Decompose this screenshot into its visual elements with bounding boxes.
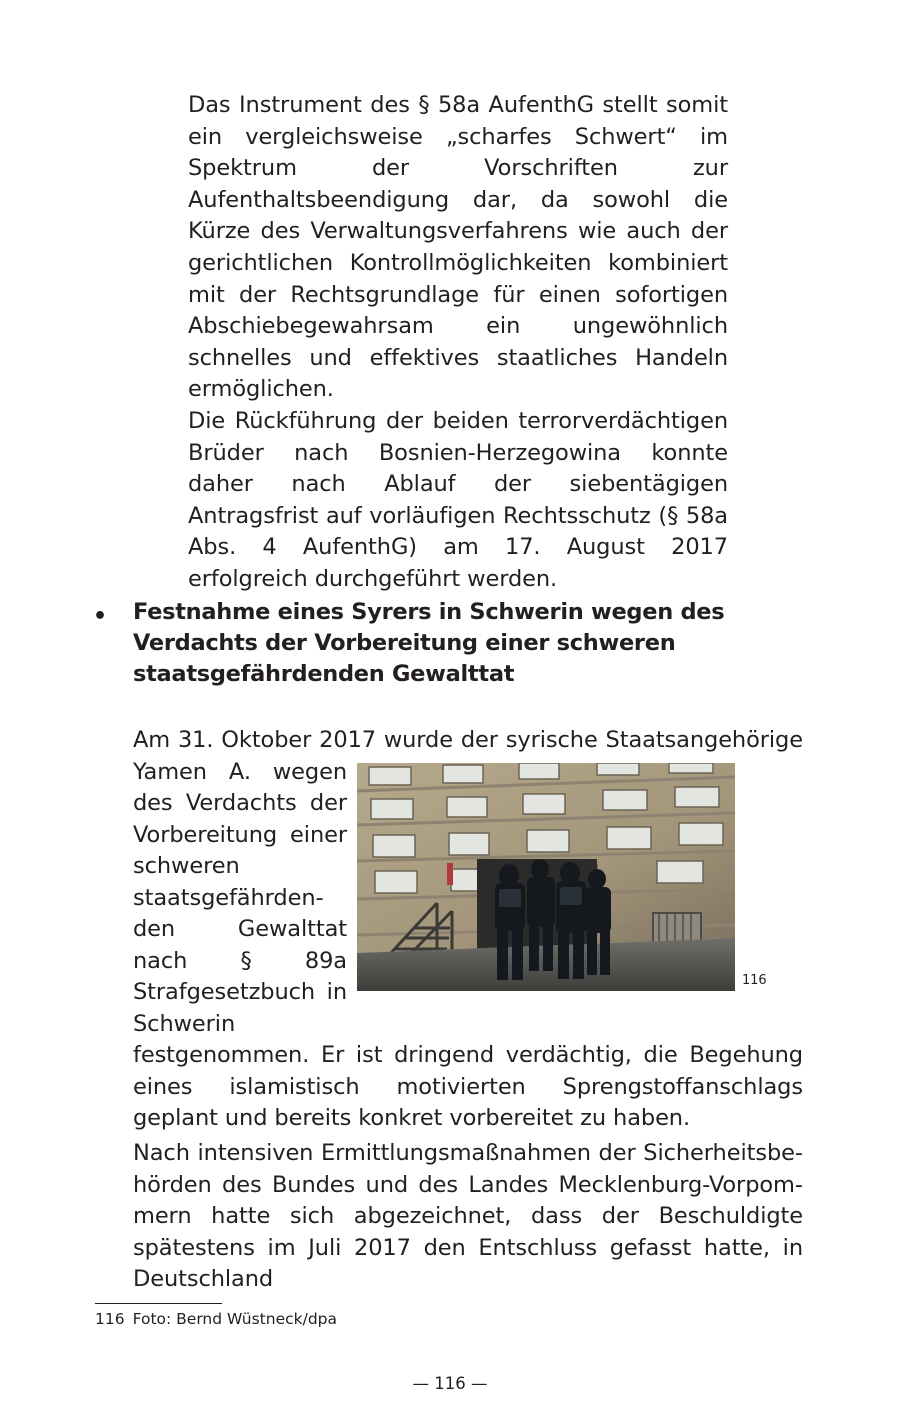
photo-figure [357, 763, 803, 1025]
body-paragraph-1 [133, 725, 803, 1135]
police-raid-photo [357, 763, 735, 991]
quote-paragraph-1: Das Instrument des § 58a AufenthG stellt somit ein vergleichsweise „scharfes Schwert“ im Spektrum der Vorschriften zur Aufenthaltsbeendigung dar, da sowohl die Kürze des Verwaltungsverfahrens wie auch der gerichtlichen Kontrollmöglichkeiten kombiniert mit der Rechtsgrundlage für einen sofortigen Abschiebegewahrsam ein ungewöhnlich schnelles und effektives staatliches Handeln ermöglichen. [188, 92, 728, 403]
footnote [95, 1309, 337, 1329]
body-paragraph-2: Nach intensiven Ermittlungsmaßnahmen der Sicherheitsbehörden des Bundes und des Landes Mecklenburg-Vorpommern hatte sich abgezeichnet, dass der Beschuldigte spätestens im Juli 2017 den Entschluss gefasst hatte, in Deutschland [133, 1140, 803, 1292]
body-paragraph-1-text: Yamen A. wegen des Verdachts der Vorbereitung einer schweren staatsgefährdenden Gewalttat nach § 89a Strafgesetzbuch in Schwerin festgenommen. Er ist dringend verdächtig, die Begehung eines islamistisch motivierten Sprengstoffanschlags geplant und bereits konkret vorbereitet zu haben. [133, 758, 803, 1131]
section-heading: Festnahme eines Syrers in Schwerin wegen des Verdachts der Vorbereitung einer schweren staatsgefährdenden Gewalttat [133, 599, 725, 687]
body-paragraph-1-first-line: Am 31. Oktober 2017 wurde der syrische Staatsangehörige [133, 727, 803, 753]
indented-quote-block [188, 90, 728, 596]
quote-paragraph-2: Die Rückführung der beiden terrorverdächtigen Brüder nach Bosnien-Herzegowina konnte daher nach Ablauf der siebentägigen Antragsfrist auf vorläufigen Rechtsschutz (§ 58a Abs. 4 AufenthG) am 17. August 2017 erfolgreich durchgeführt werden. [188, 407, 728, 592]
photo-footnote-reference: 116 [742, 972, 767, 988]
footnote-text: Foto: Bernd Wüstneck/dpa [132, 1310, 338, 1328]
footnote-separator [95, 1303, 222, 1304]
apartment-building-photo-icon [357, 763, 735, 991]
footnote-number: 116 [95, 1310, 125, 1328]
bullet-icon: • [93, 604, 108, 629]
page-number: — 116 — [412, 1374, 488, 1393]
